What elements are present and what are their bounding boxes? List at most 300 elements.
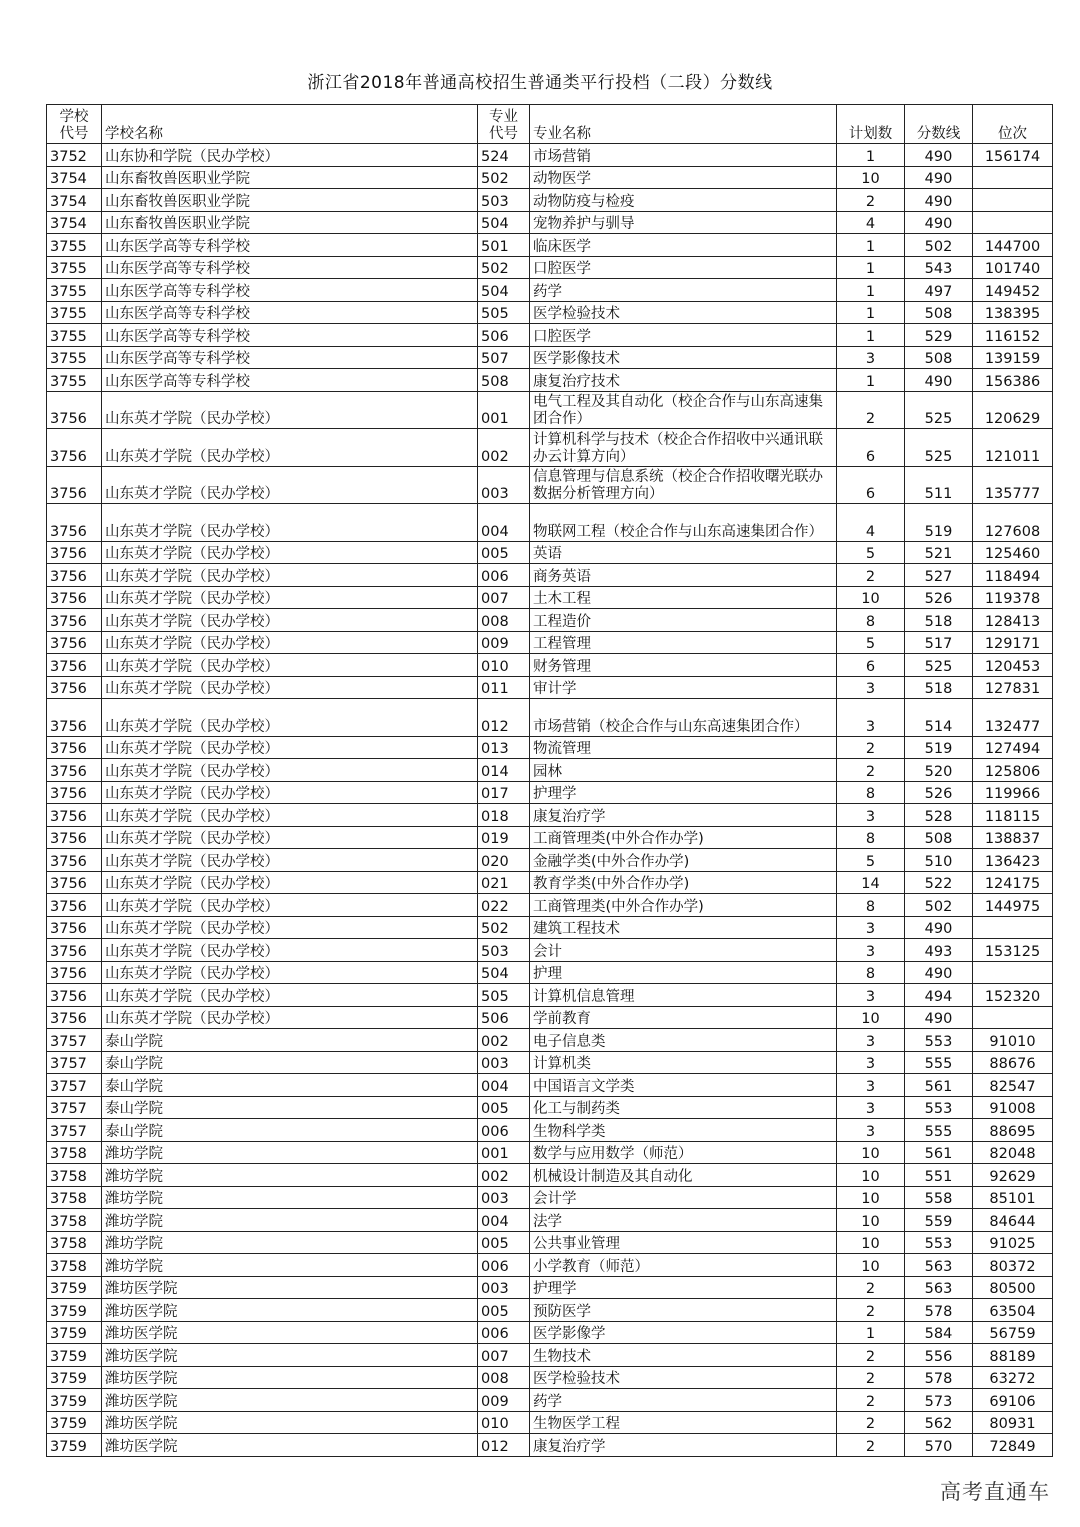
score-cell: 511	[905, 466, 973, 504]
score-cell: 502	[905, 894, 973, 917]
school-name-cell: 潍坊学院	[102, 1186, 478, 1209]
rank-cell: 63504	[973, 1299, 1053, 1322]
school-name-cell: 潍坊医学院	[102, 1299, 478, 1322]
score-cell: 559	[905, 1209, 973, 1232]
score-cell: 490	[905, 916, 973, 939]
table-row	[47, 1389, 1053, 1412]
major-name-cell: 口腔医学	[530, 324, 837, 347]
plan-cell: 8	[837, 781, 905, 804]
school-code-cell: 3756	[47, 504, 102, 542]
major-code-cell: 013	[478, 736, 530, 759]
table-row	[47, 849, 1053, 872]
major-code-cell: 018	[478, 804, 530, 827]
major-code-cell: 503	[478, 189, 530, 212]
rank-cell: 80500	[973, 1276, 1053, 1299]
major-name-cell: 公共事业管理	[530, 1231, 837, 1254]
major-name-cell: 化工与制药类	[530, 1096, 837, 1119]
table-row	[47, 916, 1053, 939]
major-code-cell: 005	[478, 1096, 530, 1119]
score-cell: 555	[905, 1051, 973, 1074]
school-name-cell: 山东英才学院（民办学校）	[102, 429, 478, 467]
rank-cell	[973, 211, 1053, 234]
school-name-cell: 山东英才学院（民办学校）	[102, 894, 478, 917]
plan-cell: 5	[837, 631, 905, 654]
school-name-cell: 山东英才学院（民办学校）	[102, 699, 478, 737]
major-code-cell: 001	[478, 1141, 530, 1164]
school-name-cell: 山东英才学院（民办学校）	[102, 871, 478, 894]
table-row	[47, 894, 1053, 917]
table-row	[47, 1096, 1053, 1119]
major-name-cell: 护理学	[530, 781, 837, 804]
major-code-cell: 020	[478, 849, 530, 872]
school-name-cell: 山东医学高等专科学校	[102, 234, 478, 257]
header-major-code-line1: 专业	[489, 109, 518, 125]
table-row	[47, 699, 1053, 737]
table-row	[47, 466, 1053, 504]
school-name-cell: 泰山学院	[102, 1096, 478, 1119]
score-cell: 526	[905, 781, 973, 804]
major-name-cell: 市场营销（校企合作与山东高速集团合作）	[530, 699, 837, 737]
table-row	[47, 1164, 1053, 1187]
major-code-cell: 507	[478, 346, 530, 369]
major-code-cell: 008	[478, 609, 530, 632]
plan-cell: 10	[837, 1141, 905, 1164]
score-cell: 490	[905, 166, 973, 189]
plan-cell: 1	[837, 301, 905, 324]
major-code-cell: 504	[478, 961, 530, 984]
plan-cell: 1	[837, 234, 905, 257]
table-row	[47, 939, 1053, 962]
rank-cell: 132477	[973, 699, 1053, 737]
header-school-code	[47, 105, 102, 144]
school-code-cell: 3756	[47, 736, 102, 759]
table-row	[47, 871, 1053, 894]
major-name-cell: 数学与应用数学（师范）	[530, 1141, 837, 1164]
school-code-cell: 3755	[47, 324, 102, 347]
school-code-cell: 3759	[47, 1344, 102, 1367]
school-name-cell: 山东英才学院（民办学校）	[102, 654, 478, 677]
header-school-name: 学校名称	[102, 105, 478, 144]
table-row	[47, 1186, 1053, 1209]
plan-cell: 1	[837, 144, 905, 167]
score-cell: 555	[905, 1119, 973, 1142]
major-code-cell: 007	[478, 1344, 530, 1367]
school-code-cell: 3756	[47, 586, 102, 609]
school-name-cell: 山东英才学院（民办学校）	[102, 631, 478, 654]
major-name-cell: 生物医学工程	[530, 1411, 837, 1434]
score-cell: 518	[905, 676, 973, 699]
major-code-cell: 014	[478, 759, 530, 782]
table-row	[47, 586, 1053, 609]
rank-cell: 91008	[973, 1096, 1053, 1119]
major-code-cell: 508	[478, 369, 530, 392]
score-cell: 490	[905, 369, 973, 392]
school-code-cell: 3756	[47, 894, 102, 917]
table-row	[47, 301, 1053, 324]
rank-cell: 124175	[973, 871, 1053, 894]
plan-cell: 2	[837, 564, 905, 587]
header-score: 分数线	[905, 105, 973, 144]
plan-cell: 5	[837, 541, 905, 564]
rank-cell: 139159	[973, 346, 1053, 369]
score-cell: 514	[905, 699, 973, 737]
major-code-cell: 505	[478, 301, 530, 324]
table-row	[47, 541, 1053, 564]
major-name-cell: 工程管理	[530, 631, 837, 654]
major-name-cell: 临床医学	[530, 234, 837, 257]
school-code-cell: 3756	[47, 961, 102, 984]
score-cell: 508	[905, 301, 973, 324]
school-code-cell: 3756	[47, 984, 102, 1007]
table-row	[47, 504, 1053, 542]
major-code-cell: 003	[478, 1276, 530, 1299]
header-rank: 位次	[973, 105, 1053, 144]
rank-cell: 80931	[973, 1411, 1053, 1434]
major-name-cell: 金融学类(中外合作办学)	[530, 849, 837, 872]
table-row	[47, 1254, 1053, 1277]
major-name-cell: 学前教育	[530, 1006, 837, 1029]
school-code-cell: 3758	[47, 1254, 102, 1277]
school-code-cell: 3757	[47, 1051, 102, 1074]
score-cell: 497	[905, 279, 973, 302]
school-name-cell: 山东医学高等专科学校	[102, 346, 478, 369]
school-name-cell: 山东畜牧兽医职业学院	[102, 189, 478, 212]
rank-cell: 127831	[973, 676, 1053, 699]
school-code-cell: 3756	[47, 564, 102, 587]
rank-cell: 144700	[973, 234, 1053, 257]
school-name-cell: 潍坊医学院	[102, 1321, 478, 1344]
table-row	[47, 144, 1053, 167]
major-name-cell: 机械设计制造及其自动化	[530, 1164, 837, 1187]
table-row	[47, 1434, 1053, 1457]
table-row	[47, 1051, 1053, 1074]
score-cell: 493	[905, 939, 973, 962]
score-cell: 490	[905, 1006, 973, 1029]
major-name-cell: 电子信息类	[530, 1029, 837, 1052]
school-name-cell: 潍坊学院	[102, 1254, 478, 1277]
table-row	[47, 609, 1053, 632]
score-cell: 578	[905, 1366, 973, 1389]
school-code-cell: 3757	[47, 1119, 102, 1142]
school-code-cell: 3754	[47, 189, 102, 212]
major-code-cell: 002	[478, 1029, 530, 1052]
rank-cell: 85101	[973, 1186, 1053, 1209]
major-code-cell: 006	[478, 1119, 530, 1142]
score-cell: 584	[905, 1321, 973, 1344]
score-cell: 508	[905, 346, 973, 369]
rank-cell: 119966	[973, 781, 1053, 804]
school-name-cell: 山东英才学院（民办学校）	[102, 916, 478, 939]
table-row	[47, 961, 1053, 984]
rank-cell: 80372	[973, 1254, 1053, 1277]
major-code-cell: 502	[478, 256, 530, 279]
table-row	[47, 429, 1053, 467]
school-code-cell: 3759	[47, 1366, 102, 1389]
score-cell: 527	[905, 564, 973, 587]
plan-cell: 3	[837, 804, 905, 827]
school-name-cell: 山东英才学院（民办学校）	[102, 804, 478, 827]
plan-cell: 10	[837, 1164, 905, 1187]
plan-cell: 8	[837, 609, 905, 632]
school-name-cell: 山东英才学院（民办学校）	[102, 781, 478, 804]
score-cell: 520	[905, 759, 973, 782]
school-name-cell: 山东医学高等专科学校	[102, 256, 478, 279]
score-cell: 561	[905, 1141, 973, 1164]
plan-cell: 2	[837, 189, 905, 212]
school-name-cell: 山东畜牧兽医职业学院	[102, 166, 478, 189]
major-code-cell: 003	[478, 1186, 530, 1209]
table-row	[47, 1209, 1053, 1232]
school-name-cell: 泰山学院	[102, 1119, 478, 1142]
table-row	[47, 346, 1053, 369]
table-row	[47, 1276, 1053, 1299]
table-header-row	[47, 105, 1053, 144]
school-code-cell: 3756	[47, 849, 102, 872]
major-code-cell: 504	[478, 279, 530, 302]
major-name-cell: 药学	[530, 1389, 837, 1412]
major-code-cell: 003	[478, 466, 530, 504]
school-code-cell: 3754	[47, 211, 102, 234]
score-cell: 563	[905, 1276, 973, 1299]
plan-cell: 2	[837, 1434, 905, 1457]
school-code-cell: 3757	[47, 1096, 102, 1119]
table-row	[47, 166, 1053, 189]
table-row	[47, 654, 1053, 677]
school-code-cell: 3758	[47, 1231, 102, 1254]
major-name-cell: 康复治疗技术	[530, 369, 837, 392]
score-cell: 543	[905, 256, 973, 279]
major-name-cell: 护理学	[530, 1276, 837, 1299]
major-code-cell: 006	[478, 1254, 530, 1277]
major-code-cell: 006	[478, 564, 530, 587]
major-code-cell: 021	[478, 871, 530, 894]
major-code-cell: 501	[478, 234, 530, 257]
rank-cell: 152320	[973, 984, 1053, 1007]
table-row	[47, 1006, 1053, 1029]
plan-cell: 2	[837, 1344, 905, 1367]
school-name-cell: 潍坊学院	[102, 1231, 478, 1254]
score-cell: 502	[905, 234, 973, 257]
school-code-cell: 3755	[47, 346, 102, 369]
rank-cell: 118115	[973, 804, 1053, 827]
rank-cell: 119378	[973, 586, 1053, 609]
table-row	[47, 1344, 1053, 1367]
school-name-cell: 潍坊医学院	[102, 1411, 478, 1434]
rank-cell: 88189	[973, 1344, 1053, 1367]
school-name-cell: 泰山学院	[102, 1074, 478, 1097]
major-code-cell: 002	[478, 429, 530, 467]
score-cell: 529	[905, 324, 973, 347]
score-cell: 528	[905, 804, 973, 827]
major-name-cell: 药学	[530, 279, 837, 302]
school-code-cell: 3758	[47, 1141, 102, 1164]
rank-cell: 138837	[973, 826, 1053, 849]
score-cell: 519	[905, 736, 973, 759]
score-cell: 508	[905, 826, 973, 849]
major-name-cell: 土木工程	[530, 586, 837, 609]
major-name-cell: 会计	[530, 939, 837, 962]
plan-cell: 2	[837, 1276, 905, 1299]
rank-cell: 92629	[973, 1164, 1053, 1187]
rank-cell	[973, 961, 1053, 984]
school-code-cell: 3756	[47, 541, 102, 564]
major-name-cell: 口腔医学	[530, 256, 837, 279]
major-name-cell: 生物科学类	[530, 1119, 837, 1142]
major-code-cell: 010	[478, 1411, 530, 1434]
plan-cell: 1	[837, 279, 905, 302]
score-cell: 494	[905, 984, 973, 1007]
school-name-cell: 潍坊学院	[102, 1209, 478, 1232]
school-name-cell: 山东英才学院（民办学校）	[102, 609, 478, 632]
score-cell: 573	[905, 1389, 973, 1412]
school-name-cell: 山东英才学院（民办学校）	[102, 939, 478, 962]
major-name-cell: 宠物养护与驯导	[530, 211, 837, 234]
major-name-cell: 信息管理与信息系统（校企合作招收曙光联办数据分析管理方向）	[530, 466, 837, 504]
plan-cell: 2	[837, 391, 905, 429]
major-name-cell: 建筑工程技术	[530, 916, 837, 939]
plan-cell: 8	[837, 961, 905, 984]
table-row	[47, 1141, 1053, 1164]
school-name-cell: 山东英才学院（民办学校）	[102, 541, 478, 564]
score-cell: 510	[905, 849, 973, 872]
header-major-name: 专业名称	[530, 105, 837, 144]
rank-cell: 127494	[973, 736, 1053, 759]
school-code-cell: 3759	[47, 1434, 102, 1457]
plan-cell: 2	[837, 1411, 905, 1434]
plan-cell: 10	[837, 1006, 905, 1029]
score-cell: 570	[905, 1434, 973, 1457]
rank-cell: 91025	[973, 1231, 1053, 1254]
major-code-cell: 503	[478, 939, 530, 962]
major-name-cell: 工商管理类(中外合作办学)	[530, 894, 837, 917]
major-code-cell: 006	[478, 1321, 530, 1344]
school-code-cell: 3756	[47, 391, 102, 429]
school-code-cell: 3756	[47, 781, 102, 804]
score-cell: 525	[905, 391, 973, 429]
major-code-cell: 008	[478, 1366, 530, 1389]
table-row	[47, 564, 1053, 587]
major-code-cell: 004	[478, 1209, 530, 1232]
table-row	[47, 1029, 1053, 1052]
major-name-cell: 中国语言文学类	[530, 1074, 837, 1097]
score-table	[46, 104, 1053, 1457]
table-row	[47, 759, 1053, 782]
plan-cell: 4	[837, 211, 905, 234]
plan-cell: 6	[837, 429, 905, 467]
plan-cell: 3	[837, 984, 905, 1007]
school-code-cell: 3754	[47, 166, 102, 189]
rank-cell	[973, 189, 1053, 212]
school-name-cell: 潍坊医学院	[102, 1434, 478, 1457]
rank-cell: 82547	[973, 1074, 1053, 1097]
table-row	[47, 781, 1053, 804]
school-code-cell: 3757	[47, 1029, 102, 1052]
major-code-cell: 003	[478, 1051, 530, 1074]
major-name-cell: 医学影像学	[530, 1321, 837, 1344]
rank-cell: 72849	[973, 1434, 1053, 1457]
major-code-cell: 506	[478, 1006, 530, 1029]
rank-cell: 88676	[973, 1051, 1053, 1074]
major-code-cell: 017	[478, 781, 530, 804]
major-name-cell: 电气工程及其自动化（校企合作与山东高速集团合作）	[530, 391, 837, 429]
major-name-cell: 计算机科学与技术（校企合作招收中兴通讯联办云计算方向）	[530, 429, 837, 467]
table-row	[47, 189, 1053, 212]
plan-cell: 10	[837, 586, 905, 609]
school-code-cell: 3755	[47, 301, 102, 324]
major-code-cell: 504	[478, 211, 530, 234]
table-row	[47, 1411, 1053, 1434]
rank-cell: 101740	[973, 256, 1053, 279]
plan-cell: 4	[837, 504, 905, 542]
rank-cell: 149452	[973, 279, 1053, 302]
score-cell: 517	[905, 631, 973, 654]
plan-cell: 1	[837, 1321, 905, 1344]
major-code-cell: 002	[478, 1164, 530, 1187]
rank-cell: 136423	[973, 849, 1053, 872]
rank-cell: 135777	[973, 466, 1053, 504]
table-row	[47, 391, 1053, 429]
plan-cell: 10	[837, 1186, 905, 1209]
header-school-code-line1: 学校	[59, 109, 89, 125]
plan-cell: 8	[837, 894, 905, 917]
score-cell: 521	[905, 541, 973, 564]
school-name-cell: 潍坊医学院	[102, 1389, 478, 1412]
table-row	[47, 279, 1053, 302]
school-code-cell: 3756	[47, 759, 102, 782]
school-code-cell: 3759	[47, 1276, 102, 1299]
table-row	[47, 1074, 1053, 1097]
rank-cell: 116152	[973, 324, 1053, 347]
rank-cell: 118494	[973, 564, 1053, 587]
plan-cell: 1	[837, 324, 905, 347]
school-code-cell: 3756	[47, 631, 102, 654]
table-row	[47, 736, 1053, 759]
major-name-cell: 动物医学	[530, 166, 837, 189]
school-code-cell: 3758	[47, 1186, 102, 1209]
major-name-cell: 财务管理	[530, 654, 837, 677]
table-row	[47, 1119, 1053, 1142]
score-cell: 556	[905, 1344, 973, 1367]
table-row	[47, 826, 1053, 849]
major-code-cell: 010	[478, 654, 530, 677]
major-name-cell: 园林	[530, 759, 837, 782]
rank-cell	[973, 916, 1053, 939]
school-code-cell: 3756	[47, 654, 102, 677]
major-name-cell: 计算机信息管理	[530, 984, 837, 1007]
plan-cell: 10	[837, 166, 905, 189]
school-name-cell: 潍坊学院	[102, 1141, 478, 1164]
table-row	[47, 211, 1053, 234]
plan-cell: 5	[837, 849, 905, 872]
school-code-cell: 3756	[47, 939, 102, 962]
rank-cell: 127608	[973, 504, 1053, 542]
school-name-cell: 山东英才学院（民办学校）	[102, 736, 478, 759]
plan-cell: 6	[837, 654, 905, 677]
rank-cell: 120453	[973, 654, 1053, 677]
school-name-cell: 山东英才学院（民办学校）	[102, 759, 478, 782]
score-cell: 561	[905, 1074, 973, 1097]
rank-cell: 125806	[973, 759, 1053, 782]
plan-cell: 8	[837, 826, 905, 849]
score-cell: 525	[905, 654, 973, 677]
table-row	[47, 631, 1053, 654]
school-name-cell: 山东英才学院（民办学校）	[102, 676, 478, 699]
major-name-cell: 物联网工程（校企合作与山东高速集团合作）	[530, 504, 837, 542]
school-name-cell: 潍坊医学院	[102, 1276, 478, 1299]
header-major-code	[478, 105, 530, 144]
school-code-cell: 3756	[47, 699, 102, 737]
major-code-cell: 011	[478, 676, 530, 699]
